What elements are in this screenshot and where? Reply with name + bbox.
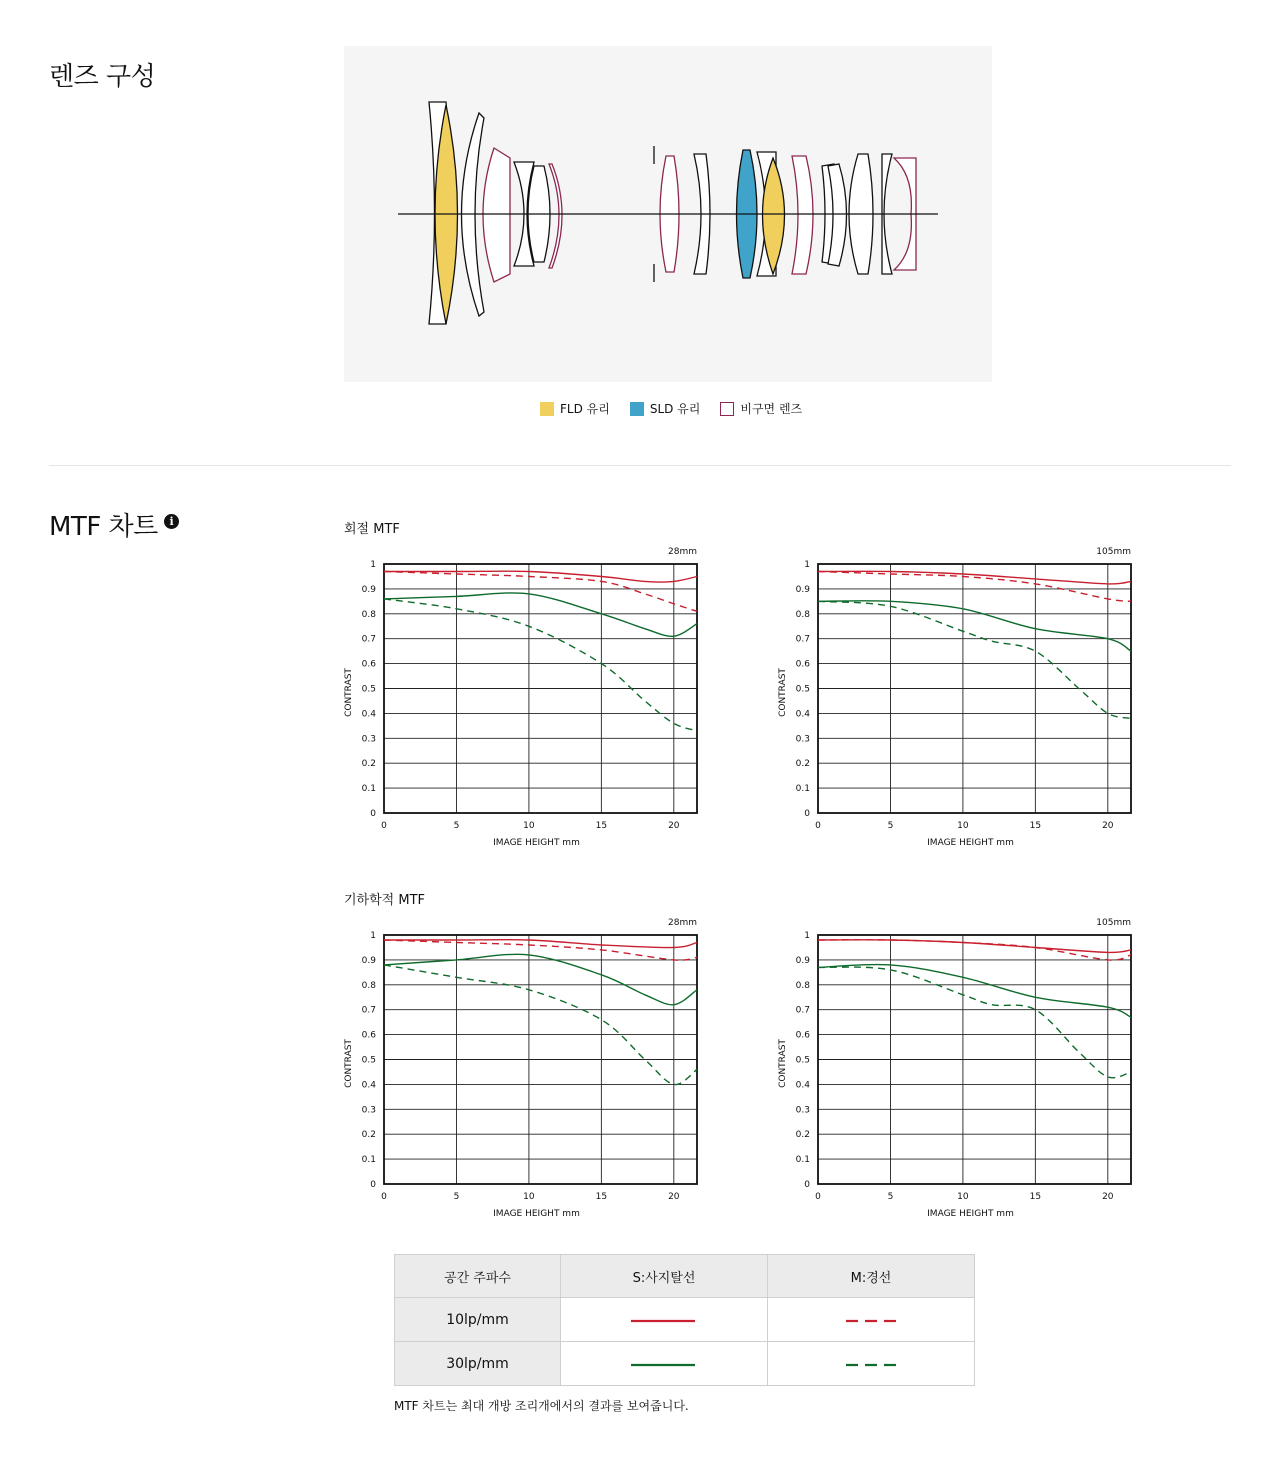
y-axis-label: CONTRAST — [344, 668, 354, 717]
mtf-legend-table — [394, 1254, 975, 1386]
y-axis-label: CONTRAST — [778, 1039, 788, 1088]
y-tick-label: 0.5 — [795, 684, 810, 695]
x-axis-label: IMAGE HEIGHT mm — [493, 1209, 580, 1219]
legend-aspherical — [720, 400, 802, 417]
y-tick-label: 0.8 — [361, 980, 376, 991]
y-tick-label: 1 — [804, 931, 810, 941]
mtf-title-text: MTF 차트 — [49, 512, 158, 542]
y-tick-label: 0.7 — [361, 1005, 376, 1016]
mtf-series-10lp-mm-S — [384, 940, 697, 948]
sample-30lp-meridional — [768, 1342, 975, 1386]
y-tick-label: 0.1 — [795, 1155, 810, 1166]
x-axis-label: IMAGE HEIGHT mm — [927, 838, 1014, 848]
x-tick-label: 20 — [1102, 821, 1114, 831]
geometric-mtf-label: 기하학적 MTF — [344, 893, 425, 908]
x-tick-label: 0 — [815, 1192, 821, 1202]
mtf-footnote: MTF 차트는 최대 개방 조리개에서의 결과를 보여줍니다. — [394, 1399, 689, 1413]
y-tick-label: 0.2 — [361, 759, 376, 770]
y-tick-label: 0.3 — [795, 734, 810, 745]
y-tick-label: 0.1 — [361, 1155, 376, 1166]
x-tick-label: 10 — [957, 1192, 969, 1202]
sample-10lp-sagittal — [561, 1298, 768, 1342]
y-tick-label: 0.5 — [361, 684, 376, 695]
y-tick-label: 0.4 — [361, 709, 376, 720]
mtf-chart-svg — [770, 913, 1140, 1223]
lens-element-13-asph — [792, 156, 813, 274]
legend-table-row — [395, 1298, 975, 1342]
y-tick-label: 1 — [370, 560, 376, 570]
y-tick-label: 0.1 — [795, 784, 810, 795]
mtf-chart-svg — [336, 542, 706, 852]
x-tick-label: 0 — [381, 1192, 387, 1202]
x-tick-label: 15 — [595, 821, 608, 831]
y-tick-label: 0.3 — [361, 1105, 376, 1116]
x-axis-label: IMAGE HEIGHT mm — [927, 1209, 1014, 1219]
y-tick-label: 0.9 — [361, 584, 376, 595]
x-tick-label: 10 — [523, 821, 535, 831]
x-tick-label: 0 — [815, 821, 821, 831]
x-tick-label: 15 — [1029, 821, 1042, 831]
mtf-chart-diffraction-28mm — [336, 542, 706, 852]
y-tick-label: 0.5 — [795, 1055, 810, 1066]
y-tick-label: 0 — [370, 1180, 376, 1190]
y-tick-label: 0.3 — [795, 1105, 810, 1116]
focal-length-label: 105mm — [1096, 547, 1131, 557]
y-tick-label: 0.2 — [361, 1130, 376, 1141]
y-tick-label: 0.7 — [361, 634, 376, 645]
legend-fld-swatch — [540, 402, 554, 416]
y-tick-label: 0.6 — [361, 659, 376, 670]
lens-element-7-asph — [549, 164, 562, 268]
section-divider — [49, 465, 1231, 466]
y-tick-label: 0.3 — [361, 734, 376, 745]
y-tick-label: 0.4 — [795, 709, 810, 720]
y-tick-label: 0.9 — [795, 584, 810, 595]
mtf-series-10lp-mm-M — [384, 572, 697, 612]
legend-sld-label: SLD 유리 — [649, 402, 701, 416]
mtf-series-30lp-mm-S — [818, 601, 1131, 651]
legend-sld — [630, 400, 701, 417]
y-tick-label: 1 — [804, 560, 810, 570]
y-tick-label: 0.7 — [795, 634, 810, 645]
x-tick-label: 20 — [1102, 1192, 1114, 1202]
y-tick-label: 0.6 — [361, 1030, 376, 1041]
y-tick-label: 0.8 — [795, 980, 810, 991]
header-sagittal: S:사지탈선 — [561, 1255, 768, 1298]
x-tick-label: 15 — [595, 1192, 608, 1202]
y-tick-label: 0 — [804, 1180, 810, 1190]
mtf-series-10lp-mm-M — [818, 940, 1131, 960]
info-icon[interactable]: i — [164, 514, 179, 529]
y-tick-label: 0.2 — [795, 1130, 810, 1141]
sample-10lp-meridional — [768, 1298, 975, 1342]
mtf-series-10lp-mm-S — [818, 940, 1131, 953]
x-tick-label: 20 — [668, 1192, 680, 1202]
header-meridional: M:경선 — [768, 1255, 975, 1298]
x-tick-label: 10 — [523, 1192, 535, 1202]
x-axis-label: IMAGE HEIGHT mm — [493, 838, 580, 848]
y-tick-label: 0.4 — [795, 1080, 810, 1091]
mtf-chart-svg — [336, 913, 706, 1223]
lens-construction-diagram — [344, 46, 992, 382]
mtf-series-30lp-mm-M — [818, 601, 1131, 718]
lens-construction-title: 렌즈 구성 — [49, 62, 156, 92]
x-tick-label: 10 — [957, 821, 969, 831]
mtf-series-30lp-mm-M — [384, 965, 697, 1085]
y-tick-label: 0.8 — [795, 609, 810, 620]
mtf-series-30lp-mm-S — [384, 954, 697, 1004]
y-tick-label: 0.9 — [361, 955, 376, 966]
legend-table-row — [395, 1342, 975, 1386]
y-tick-label: 0.6 — [795, 1030, 810, 1041]
legend-fld-label: FLD 유리 — [560, 402, 610, 416]
y-tick-label: 0.1 — [361, 784, 376, 795]
focal-length-label: 105mm — [1096, 918, 1131, 928]
legend-aspherical-swatch — [720, 402, 734, 416]
mtf-series-30lp-mm-M — [818, 967, 1131, 1078]
y-tick-label: 0 — [370, 809, 376, 819]
y-tick-label: 1 — [370, 931, 376, 941]
focal-length-label: 28mm — [668, 918, 697, 928]
lens-element-4-asph — [483, 148, 510, 282]
diffraction-mtf-label: 회절 MTF — [344, 522, 400, 537]
x-tick-label: 15 — [1029, 1192, 1042, 1202]
y-tick-label: 0.6 — [795, 659, 810, 670]
header-spatial-frequency: 공간 주파수 — [395, 1255, 561, 1298]
y-axis-label: CONTRAST — [778, 668, 788, 717]
mtf-chart-geometric-28mm — [336, 913, 706, 1223]
legend-table-header-row — [395, 1255, 975, 1298]
x-tick-label: 0 — [381, 821, 387, 831]
mtf-series-30lp-mm-S — [384, 593, 697, 636]
mtf-chart-geometric-105mm — [770, 913, 1140, 1223]
mtf-series-30lp-mm-M — [384, 599, 697, 731]
legend-fld — [540, 400, 610, 417]
x-tick-label: 5 — [887, 1192, 894, 1202]
y-tick-label: 0.4 — [361, 1080, 376, 1091]
y-tick-label: 0.5 — [361, 1055, 376, 1066]
freq-30lp: 30lp/mm — [395, 1342, 561, 1386]
y-tick-label: 0.8 — [361, 609, 376, 620]
x-tick-label: 5 — [453, 821, 460, 831]
y-tick-label: 0 — [804, 809, 810, 819]
x-tick-label: 5 — [453, 1192, 460, 1202]
legend-sld-swatch — [630, 402, 644, 416]
y-tick-label: 0.9 — [795, 955, 810, 966]
mtf-chart-title — [49, 506, 179, 543]
mtf-series-10lp-mm-M — [818, 572, 1131, 602]
freq-10lp: 10lp/mm — [395, 1298, 561, 1342]
lens-legend — [540, 400, 802, 417]
mtf-chart-svg — [770, 542, 1140, 852]
x-tick-label: 20 — [668, 821, 680, 831]
y-tick-label: 0.2 — [795, 759, 810, 770]
legend-aspherical-label: 비구면 렌즈 — [740, 402, 803, 416]
mtf-chart-diffraction-105mm — [770, 542, 1140, 852]
y-tick-label: 0.7 — [795, 1005, 810, 1016]
y-axis-label: CONTRAST — [344, 1039, 354, 1088]
lens-diagram-svg — [344, 46, 992, 382]
sample-30lp-sagittal — [561, 1342, 768, 1386]
x-tick-label: 5 — [887, 821, 894, 831]
focal-length-label: 28mm — [668, 547, 697, 557]
